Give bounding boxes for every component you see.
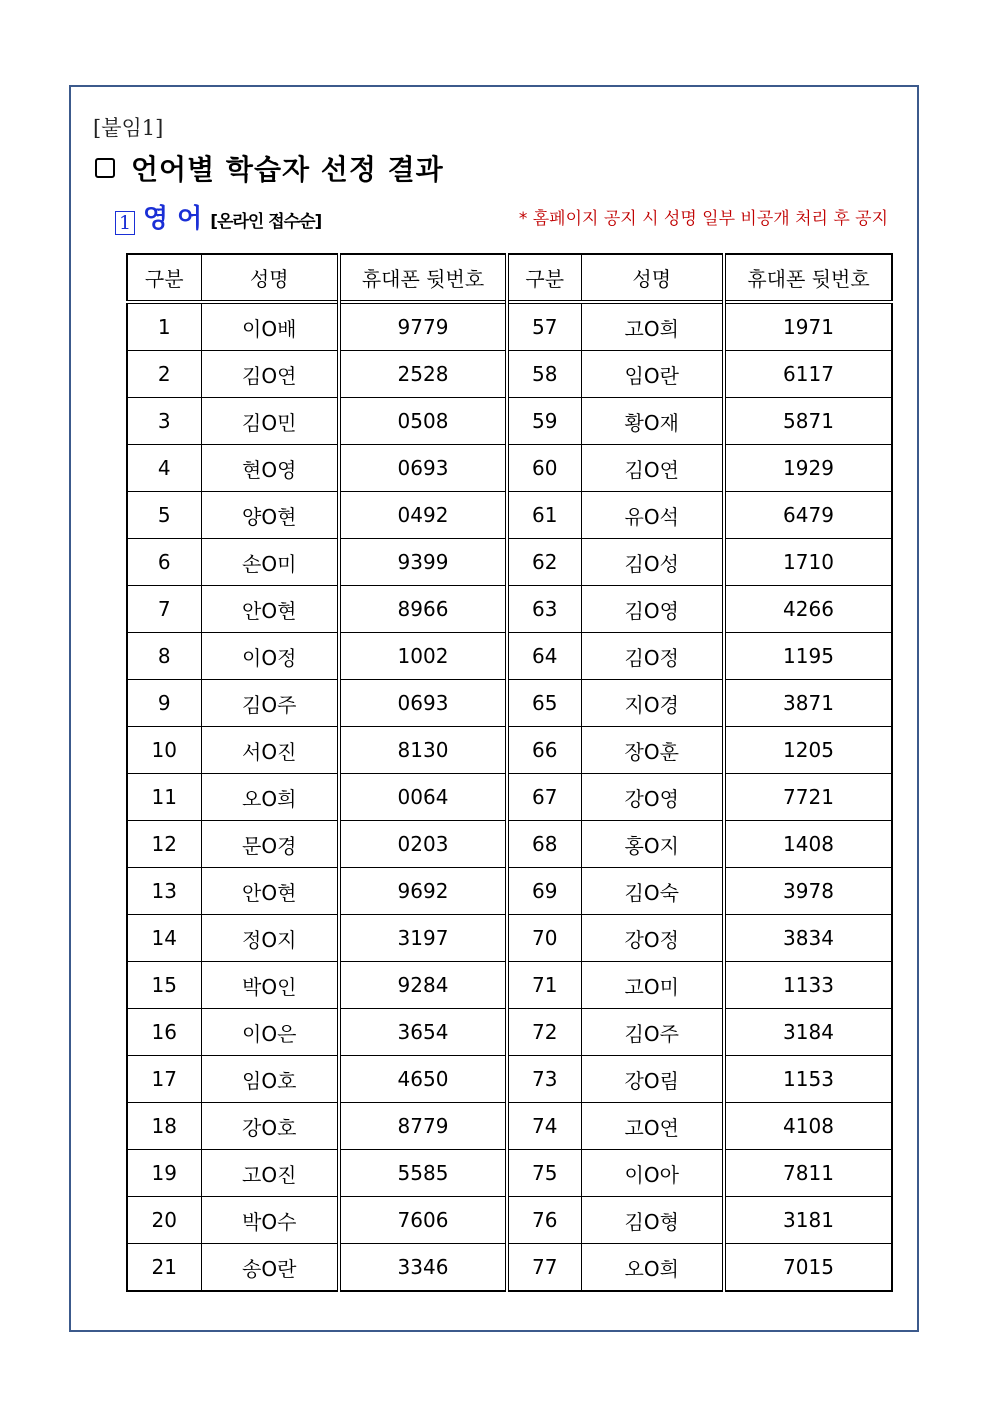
table-row: [127, 445, 892, 492]
table-cell: 0693: [339, 445, 507, 492]
table-cell: 김O주: [581, 1009, 724, 1056]
table-cell: 7606: [339, 1197, 507, 1244]
table-row: [127, 1009, 892, 1056]
table-row: [127, 774, 892, 821]
table-row: [127, 492, 892, 539]
table-cell: 고O진: [201, 1150, 339, 1197]
table-cell: 16: [127, 1009, 201, 1056]
table-cell: 10: [127, 727, 201, 774]
col-header: 휴대폰 뒷번호: [339, 254, 507, 302]
table-cell: 문O경: [201, 821, 339, 868]
table-cell: 0492: [339, 492, 507, 539]
table-cell: 67: [507, 774, 581, 821]
table-cell: 0508: [339, 398, 507, 445]
table-cell: 8779: [339, 1103, 507, 1150]
col-header: 구분: [507, 254, 581, 302]
table-cell: 3197: [339, 915, 507, 962]
table-cell: 고O미: [581, 962, 724, 1009]
table-cell: 65: [507, 680, 581, 727]
table-cell: 4: [127, 445, 201, 492]
table-cell: 송O란: [201, 1244, 339, 1292]
table-cell: 오O희: [581, 1244, 724, 1292]
table-row: [127, 586, 892, 633]
table-cell: 1710: [724, 539, 892, 586]
table-cell: 15: [127, 962, 201, 1009]
table-cell: 유O석: [581, 492, 724, 539]
table-cell: 14: [127, 915, 201, 962]
table-cell: 1971: [724, 302, 892, 351]
table-row: [127, 1103, 892, 1150]
table-cell: 1929: [724, 445, 892, 492]
table-cell: 20: [127, 1197, 201, 1244]
table-row: [127, 915, 892, 962]
table-row: [127, 1056, 892, 1103]
table-cell: 4650: [339, 1056, 507, 1103]
col-header: 성명: [201, 254, 339, 302]
page-title: 언어별 학습자 선정 결과: [131, 153, 444, 186]
section-header: [115, 198, 321, 235]
table-cell: 77: [507, 1244, 581, 1292]
table-cell: 68: [507, 821, 581, 868]
table-cell: 임O란: [581, 351, 724, 398]
table-cell: 홍O지: [581, 821, 724, 868]
table-cell: 7015: [724, 1244, 892, 1292]
learner-table: [126, 253, 893, 1292]
checkbox-icon: [95, 158, 115, 178]
section-title: 영 어: [143, 204, 203, 234]
table-cell: 1133: [724, 962, 892, 1009]
table-cell: 6: [127, 539, 201, 586]
table-cell: 강O림: [581, 1056, 724, 1103]
table-cell: 6479: [724, 492, 892, 539]
col-header: 구분: [127, 254, 201, 302]
table-cell: 이O아: [581, 1150, 724, 1197]
table-cell: 박O수: [201, 1197, 339, 1244]
table-cell: 74: [507, 1103, 581, 1150]
table-cell: 김O영: [581, 586, 724, 633]
table-cell: 8130: [339, 727, 507, 774]
table-cell: 72: [507, 1009, 581, 1056]
table-cell: 김O연: [581, 445, 724, 492]
table-cell: 3978: [724, 868, 892, 915]
table-cell: 김O주: [201, 680, 339, 727]
table-cell: 19: [127, 1150, 201, 1197]
table-cell: 12: [127, 821, 201, 868]
table-cell: 69: [507, 868, 581, 915]
table-cell: 61: [507, 492, 581, 539]
table-cell: 안O현: [201, 868, 339, 915]
table-cell: 김O정: [581, 633, 724, 680]
table-row: [127, 302, 892, 351]
table-cell: 4266: [724, 586, 892, 633]
table-row: [127, 1150, 892, 1197]
table-cell: 3654: [339, 1009, 507, 1056]
table-cell: 안O현: [201, 586, 339, 633]
table-header-row: [127, 254, 892, 302]
table-cell: 2528: [339, 351, 507, 398]
table-row: [127, 821, 892, 868]
table-cell: 6117: [724, 351, 892, 398]
table-cell: 7721: [724, 774, 892, 821]
table-cell: 71: [507, 962, 581, 1009]
table-cell: 0693: [339, 680, 507, 727]
table-cell: 1195: [724, 633, 892, 680]
table-cell: 이O정: [201, 633, 339, 680]
table-cell: 4108: [724, 1103, 892, 1150]
table-cell: 75: [507, 1150, 581, 1197]
table-cell: 황O재: [581, 398, 724, 445]
table-cell: 70: [507, 915, 581, 962]
table-cell: 이O은: [201, 1009, 339, 1056]
table-cell: 김O형: [581, 1197, 724, 1244]
attachment-label: [붙임1]: [93, 116, 164, 140]
table-cell: 1205: [724, 727, 892, 774]
table-row: [127, 1197, 892, 1244]
table-cell: 66: [507, 727, 581, 774]
table-cell: 김O민: [201, 398, 339, 445]
table-row: [127, 727, 892, 774]
table-cell: 1002: [339, 633, 507, 680]
table-cell: 59: [507, 398, 581, 445]
table-cell: 1153: [724, 1056, 892, 1103]
table-row: [127, 633, 892, 680]
table-cell: 7811: [724, 1150, 892, 1197]
table-cell: 지O경: [581, 680, 724, 727]
table-cell: 3184: [724, 1009, 892, 1056]
table-cell: 5871: [724, 398, 892, 445]
table-cell: 76: [507, 1197, 581, 1244]
table-row: [127, 962, 892, 1009]
table-cell: 5585: [339, 1150, 507, 1197]
table-cell: 63: [507, 586, 581, 633]
table-cell: 8966: [339, 586, 507, 633]
table-row: [127, 680, 892, 727]
table-cell: 9399: [339, 539, 507, 586]
table-cell: 2: [127, 351, 201, 398]
heading-block: [95, 148, 444, 188]
table-row: [127, 351, 892, 398]
table-cell: 8: [127, 633, 201, 680]
table-cell: 강O호: [201, 1103, 339, 1150]
table-cell: 21: [127, 1244, 201, 1292]
section-subtitle: [온라인 접수순]: [210, 212, 322, 232]
table-cell: 장O훈: [581, 727, 724, 774]
table-cell: 김O숙: [581, 868, 724, 915]
table-cell: 9692: [339, 868, 507, 915]
table-cell: 73: [507, 1056, 581, 1103]
col-header: 성명: [581, 254, 724, 302]
table-cell: 임O호: [201, 1056, 339, 1103]
privacy-notice: * 홈페이지 공지 시 성명 일부 비공개 처리 후 공지: [518, 209, 888, 229]
table-cell: 강O영: [581, 774, 724, 821]
table-cell: 양O현: [201, 492, 339, 539]
table-cell: 서O진: [201, 727, 339, 774]
table-cell: 3181: [724, 1197, 892, 1244]
table-cell: 3871: [724, 680, 892, 727]
table-cell: 18: [127, 1103, 201, 1150]
table-cell: 박O인: [201, 962, 339, 1009]
table-cell: 3: [127, 398, 201, 445]
table-cell: 9: [127, 680, 201, 727]
table-cell: 3834: [724, 915, 892, 962]
table-row: [127, 539, 892, 586]
table-cell: 60: [507, 445, 581, 492]
table-row: [127, 1244, 892, 1292]
section-number: 1: [115, 211, 135, 235]
col-header: 휴대폰 뒷번호: [724, 254, 892, 302]
table-cell: 김O성: [581, 539, 724, 586]
table-cell: 김O연: [201, 351, 339, 398]
table-cell: 11: [127, 774, 201, 821]
table-cell: 강O정: [581, 915, 724, 962]
table-cell: 오O희: [201, 774, 339, 821]
table-cell: 9779: [339, 302, 507, 351]
table-cell: 현O영: [201, 445, 339, 492]
table-cell: 5: [127, 492, 201, 539]
table-cell: 손O미: [201, 539, 339, 586]
table-cell: 7: [127, 586, 201, 633]
table-cell: 57: [507, 302, 581, 351]
table-cell: 1408: [724, 821, 892, 868]
table-cell: 9284: [339, 962, 507, 1009]
table-cell: 58: [507, 351, 581, 398]
table-cell: 정O지: [201, 915, 339, 962]
table-cell: 0064: [339, 774, 507, 821]
table-cell: 17: [127, 1056, 201, 1103]
table-cell: 고O희: [581, 302, 724, 351]
table-row: [127, 868, 892, 915]
table-cell: 62: [507, 539, 581, 586]
table-cell: 13: [127, 868, 201, 915]
table-cell: 이O배: [201, 302, 339, 351]
table-cell: 1: [127, 302, 201, 351]
table-cell: 3346: [339, 1244, 507, 1292]
table-cell: 고O연: [581, 1103, 724, 1150]
table-cell: 0203: [339, 821, 507, 868]
table-cell: 64: [507, 633, 581, 680]
table-row: [127, 398, 892, 445]
